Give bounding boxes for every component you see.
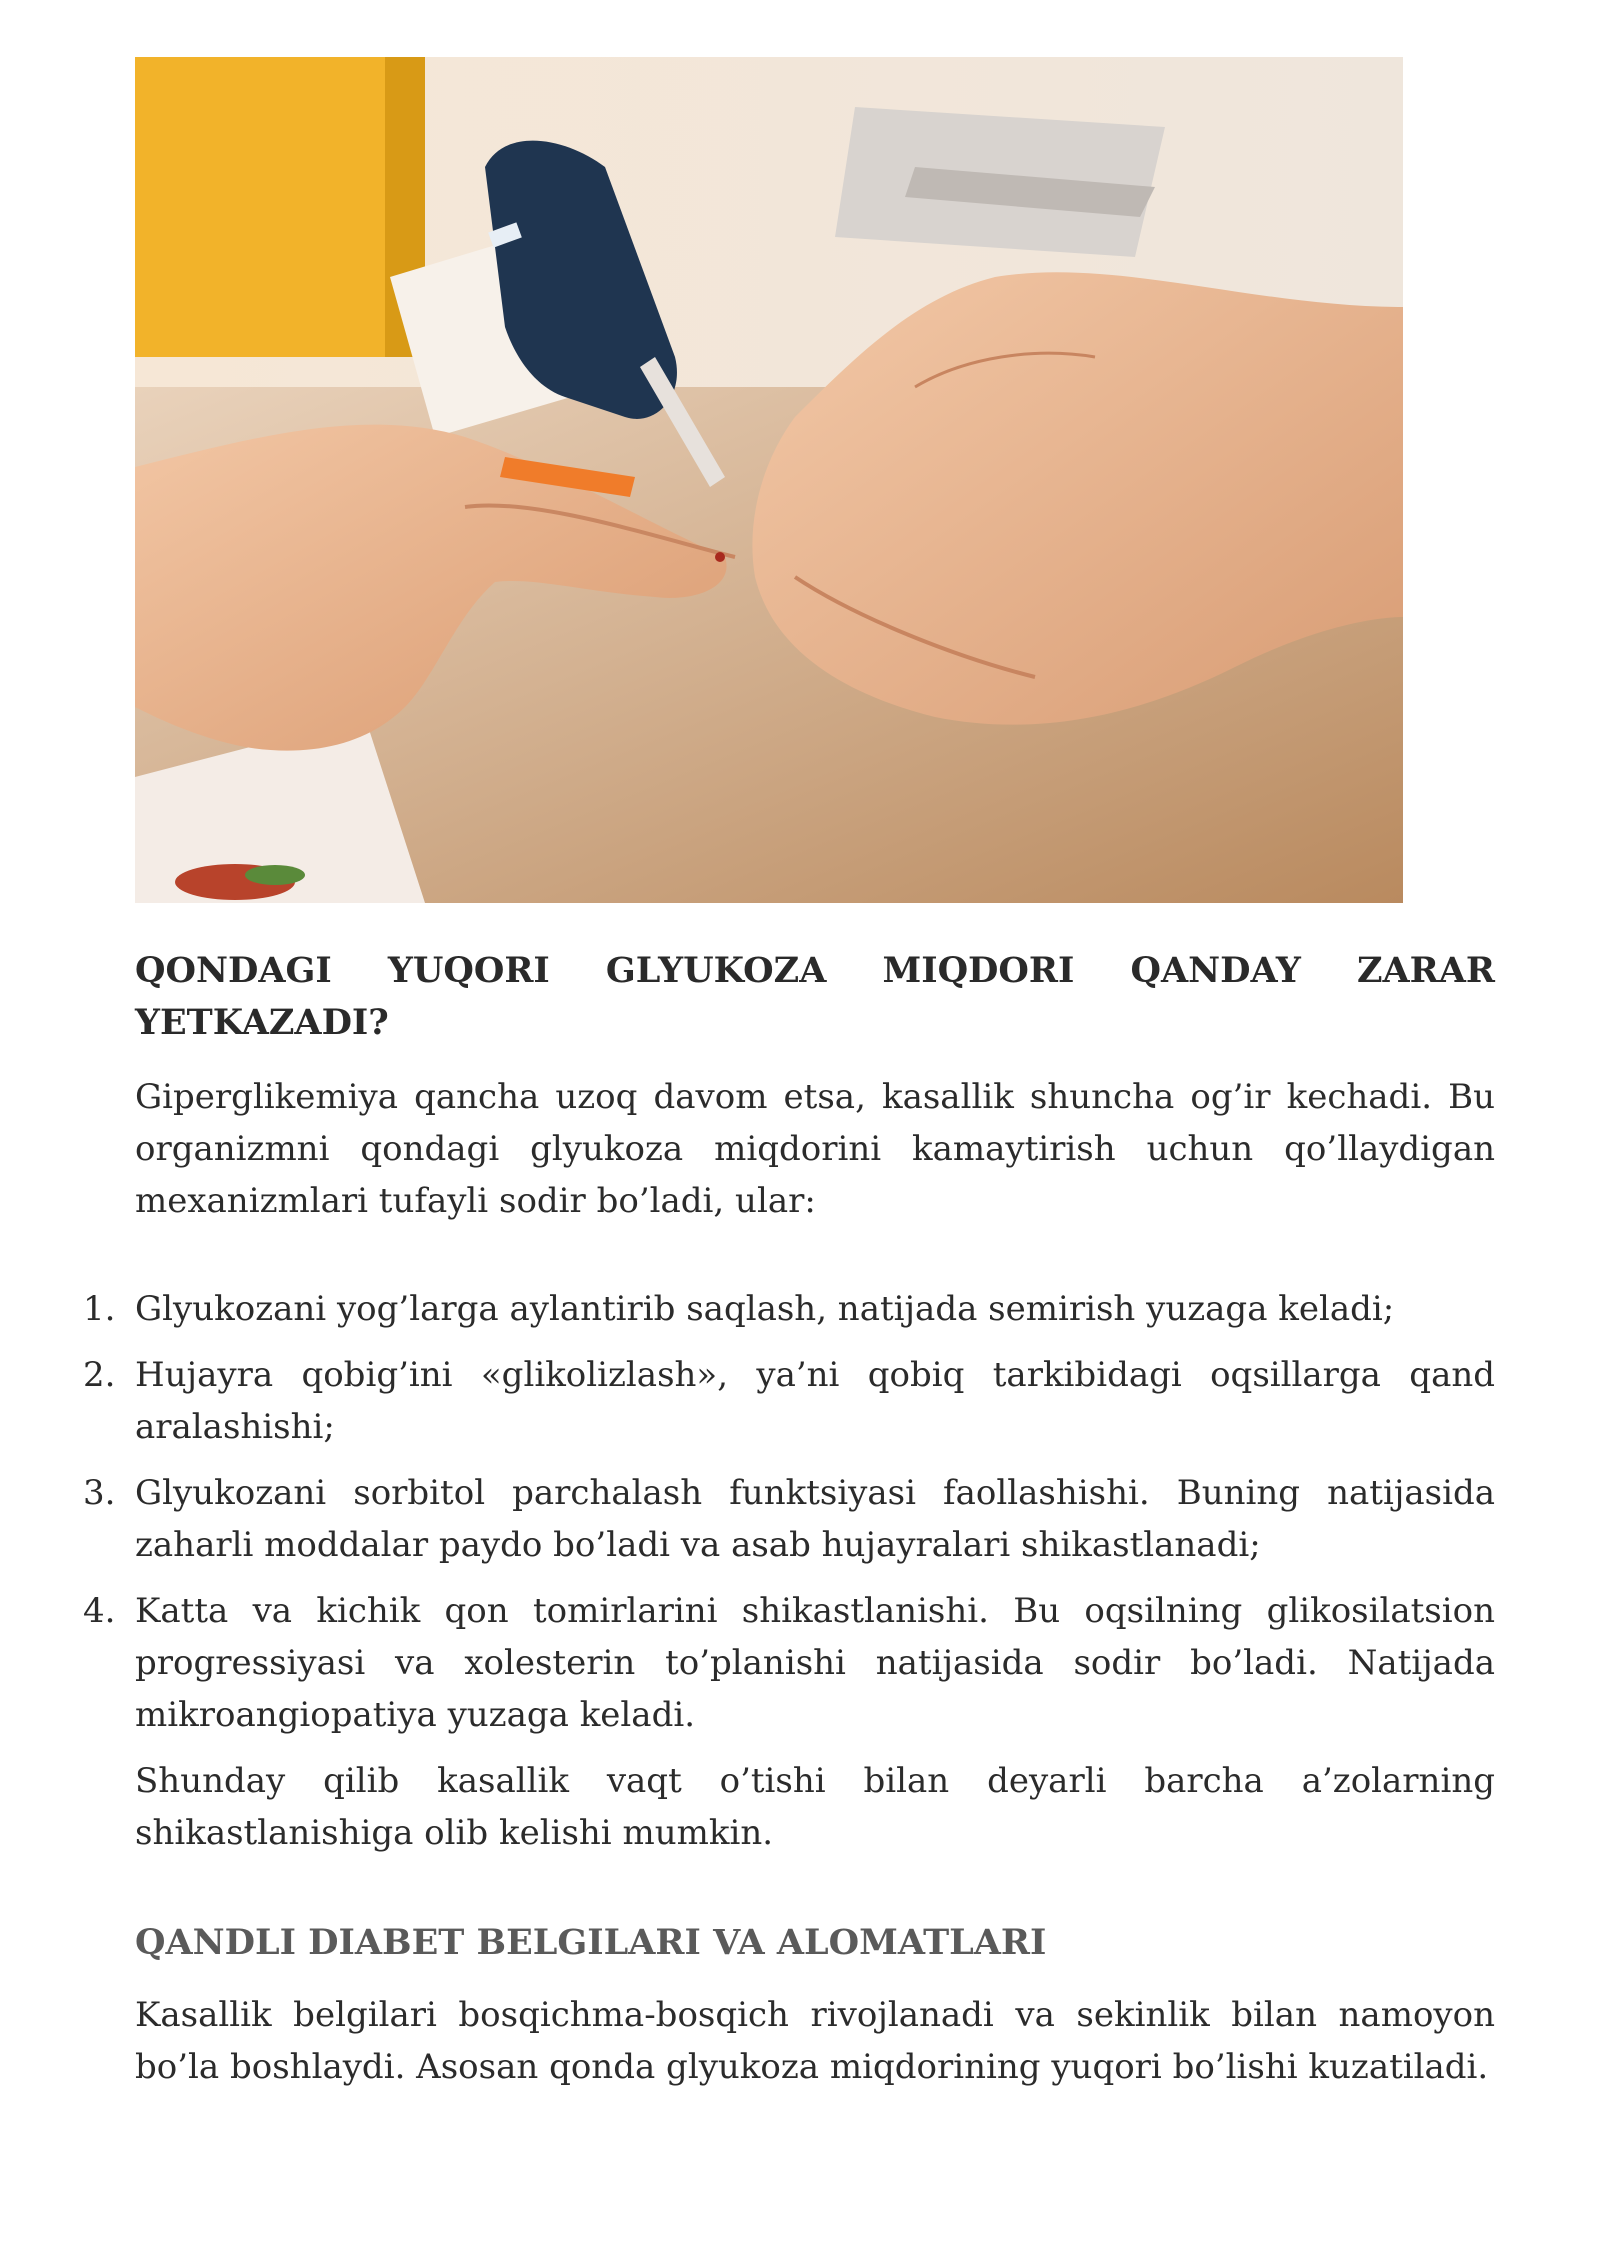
list-item-text: Glyukozani sorbitol parchalash funktsiyasi faollashishi. Buning natijasida zaharli moddalar paydo bo’ladi va asab hujayralari shikastlanadi; (135, 1473, 1495, 1565)
list-number: 2. (83, 1355, 116, 1395)
list-item-text: Hujayra qobig’ini «glikolizlash», ya’ni qobiq tarkibidagi oqsillarga qand aralashishi; (135, 1355, 1495, 1447)
list-item-text: Glyukozani yog’larga aylantirib saqlash, natijada semirish yuzaga keladi; (135, 1289, 1395, 1329)
article-body (83, 945, 1495, 2093)
list-number: 3. (83, 1473, 116, 1513)
list-number: 4. (83, 1591, 116, 1631)
intro-paragraph: Giperglikemiya qancha uzoq davom etsa, kasallik shuncha og’ir kechadi. Bu organizmni qondagi glyukoza miqdorini kamaytirish uchun qo’llaydigan mexanizmlari tufayli sodir bo’ladi, ular: (135, 1077, 1495, 1221)
glucose-meter-photo-icon (135, 57, 1403, 903)
conclusion-paragraph: Shunday qilib kasallik vaqt o’tishi bilan deyarli barcha a’zolarning shikastlanishiga olib kelishi mumkin. (135, 1761, 1495, 1853)
list-item (83, 1283, 1495, 1335)
section-heading-symptoms: QANDLI DIABET BELGILARI VA ALOMATLARI (135, 1922, 1047, 1963)
symptoms-paragraph: Kasallik belgilari bosqichma-bosqich rivojlanadi va sekinlik bilan namoyon bo’la boshlaydi. Asosan qonda glyukoza miqdorining yuqori bo’lishi kuzatiladi. (135, 1995, 1495, 2087)
section-heading-glucose-harm: QONDAGI YUQORI GLYUKOZA MIQDORI QANDAY ZARAR YETKAZADI? (135, 950, 1495, 1043)
mechanisms-list (83, 1283, 1495, 1741)
list-item (83, 1349, 1495, 1453)
glucose-meter-photo (135, 57, 1403, 903)
list-item (83, 1585, 1495, 1741)
list-item (83, 1467, 1495, 1571)
list-number: 1. (83, 1289, 116, 1329)
list-item-text: Katta va kichik qon tomirlarini shikastlanishi. Bu oqsilning glikosilatsion progressiyasi va xolesterin to’planishi natijasida sodir bo’ladi. Natijada mikroangiopatiya yuzaga keladi. (135, 1591, 1495, 1735)
